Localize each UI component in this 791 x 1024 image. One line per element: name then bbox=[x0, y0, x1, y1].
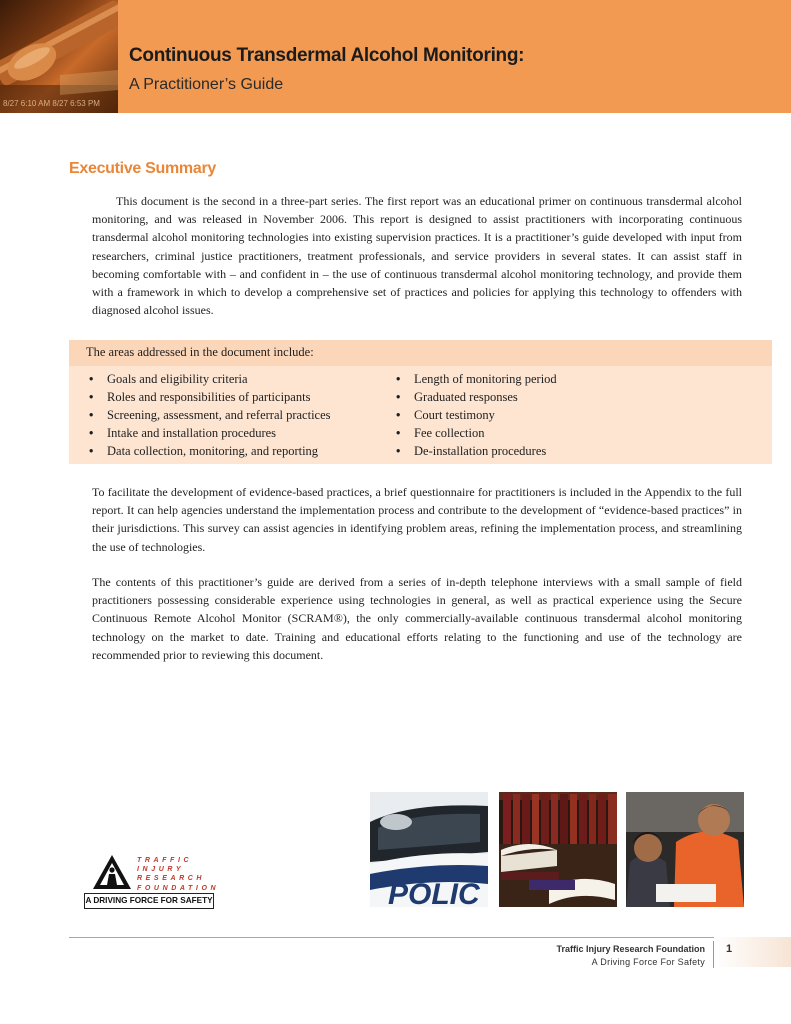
tirf-logo bbox=[84, 854, 220, 909]
footer-divider bbox=[713, 941, 714, 968]
list-item: • De-installation procedures bbox=[396, 442, 557, 460]
document-title: Continuous Transdermal Alcohol Monitoring: bbox=[129, 45, 525, 66]
photo-timestamp: 8/27 6:10 AM 8/27 6:53 PM bbox=[3, 99, 100, 108]
document-subtitle: A Practitioner’s Guide bbox=[129, 76, 284, 93]
svg-text:POLIC: POLIC bbox=[388, 878, 480, 907]
page-number: 1 bbox=[726, 943, 733, 955]
law-books-photo bbox=[499, 792, 617, 907]
areas-list-left bbox=[89, 370, 331, 460]
logo-tagline: A DRIVING FORCE FOR SAFETY bbox=[84, 893, 214, 909]
list-item: • Data collection, monitoring, and reporting bbox=[89, 442, 331, 460]
list-item: • Graduated responses bbox=[396, 388, 557, 406]
footer-rule bbox=[69, 937, 790, 938]
warning-triangle-icon bbox=[92, 854, 132, 890]
areas-list-right bbox=[396, 370, 557, 460]
list-item: • Intake and installation procedures bbox=[89, 424, 331, 442]
footer-tagline: A Driving Force For Safety bbox=[591, 957, 705, 967]
list-item: • Length of monitoring period bbox=[396, 370, 557, 388]
areas-box-header bbox=[69, 340, 772, 366]
body-paragraph: The contents of this practitioner’s guide are derived from a series of in-depth telephone interviews with a small sample of field practitioners possessing considerable experience using technologies in general, as well as practical experience using the Secure Continuous Remote Alcohol Monitor (SCRAM®), the only commercially-available continuous transdermal alcohol monitoring technology on the market to date. Training and educational efforts relating to the functioning and use of the technology are recommended prior to reviewing this document. bbox=[92, 575, 742, 662]
list-item: • Roles and responsibilities of participants bbox=[89, 388, 331, 406]
list-item: • Goals and eligibility criteria bbox=[89, 370, 331, 388]
areas-box bbox=[69, 340, 772, 464]
list-item: • Court testimony bbox=[396, 406, 557, 424]
police-car-photo bbox=[370, 792, 488, 907]
gavel-icon bbox=[0, 0, 118, 113]
list-item: • Fee collection bbox=[396, 424, 557, 442]
body-paragraph: To facilitate the development of evidence-based practices, a brief questionnaire for practitioners is included in the Appendix to the full report. It can help agencies understand the implementation process and contribute to the development of “evidence-based practices” in their jurisdictions. This survey can assist agencies in identifying problem areas, refining the implementation process, and streamlining the use of technologies. bbox=[92, 485, 742, 554]
logo-wordmark: TRAFFIC INJURY RESEARCH FOUNDATION bbox=[137, 857, 220, 892]
section-heading: Executive Summary bbox=[69, 160, 216, 177]
summary-paragraph: This document is the second in a three-part series. The first report was an educational primer on continuous transdermal alcohol monitoring, and was released in November 2006. This report is designed to assist practitioners with incorporating continuous transdermal alcohol monitoring technologies into existing supervision practices. It is a practitioner’s guide developed with input from researchers, criminal justice practitioners, treatment professionals, and service providers in several states. It can assist staff in becoming comfortable with – and confident in – the use of continuous transdermal alcohol monitoring technology, and provide them with a framework in which to develop a comprehensive set of practices and policies for applying this technology to offenders with diagnosed alcohol issues. bbox=[92, 194, 742, 318]
footer-organization: Traffic Injury Research Foundation bbox=[556, 944, 705, 954]
areas-intro: The areas addressed in the document include: bbox=[86, 345, 314, 359]
people-photo bbox=[626, 792, 744, 907]
list-item: • Screening, assessment, and referral practices bbox=[89, 406, 331, 424]
